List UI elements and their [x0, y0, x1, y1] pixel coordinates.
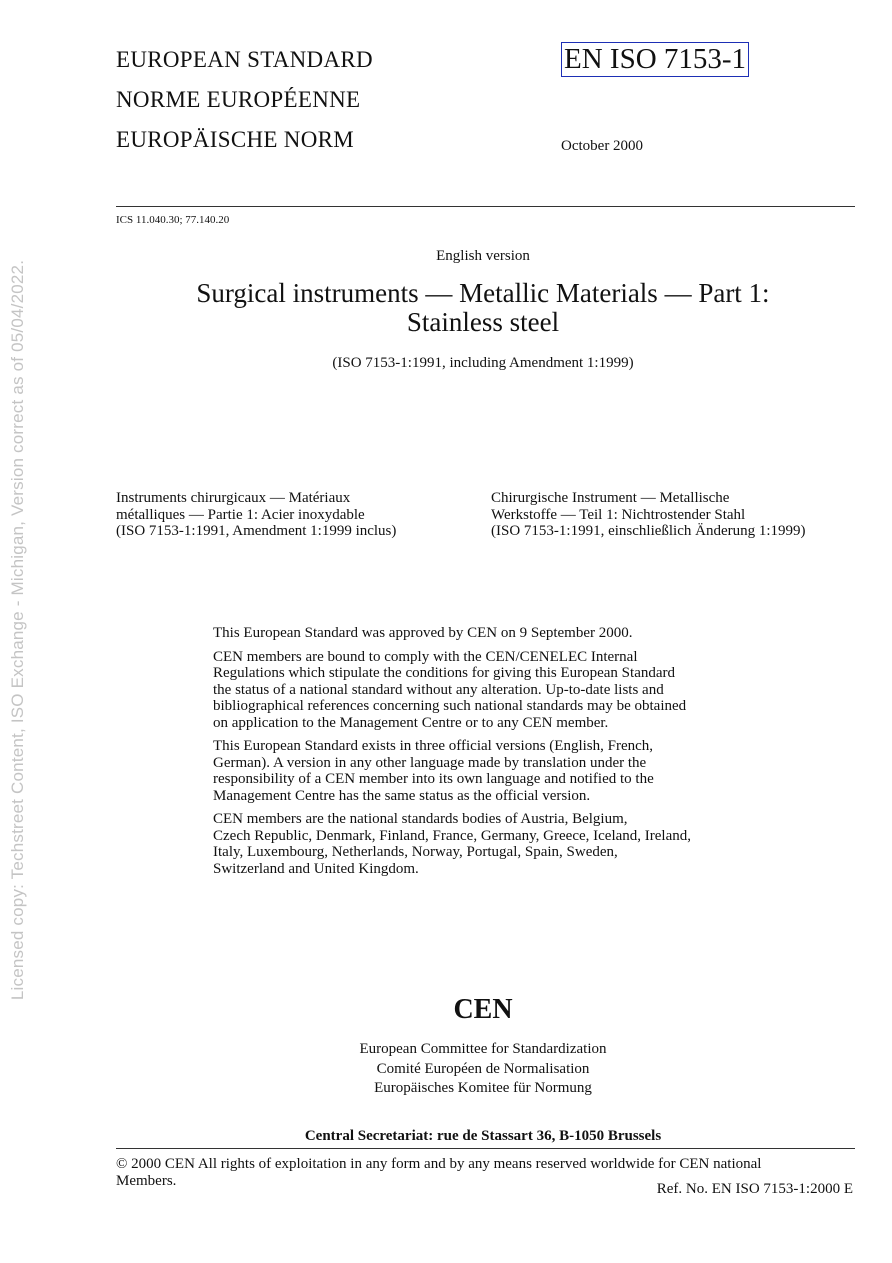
french-title-line: métalliques — Partie 1: Acier inoxydable	[116, 506, 365, 523]
german-title	[491, 490, 806, 540]
title-line: Surgical instruments — Metallic Materials — Part 1:	[196, 278, 770, 308]
text-line: Czech Republic, Denmark, Finland, France, Germany, Greece, Iceland, Ireland,	[213, 827, 691, 844]
text-line: bibliographical references concerning such national standards may be obtained	[213, 698, 687, 714]
cen-organization-names	[0, 1040, 892, 1099]
german-title-line: Werkstoffe — Teil 1: Nichtrostender Stahl	[491, 506, 746, 523]
french-title	[116, 490, 396, 540]
text-line: CEN members are bound to comply with the CEN/CENELEC Internal	[213, 648, 638, 665]
standard-name-french: NORME EUROPÉENNE	[116, 87, 361, 112]
cen-name-english: European Committee for Standardization	[359, 1041, 607, 1057]
copyright-line: © 2000 CEN All rights of exploitation in any form and by any means reserved worldwide for CEN national	[116, 1156, 762, 1172]
text-line: This European Standard was approved by CEN on 9 September 2000.	[213, 625, 633, 641]
text-line: Management Centre has the same status as the official version.	[213, 787, 591, 804]
text-line: CEN members are the national standards bodies of Austria, Belgium,	[213, 811, 628, 827]
publication-date: October 2000	[561, 138, 644, 154]
ics-codes: ICS 11.040.30; 77.140.20	[116, 214, 230, 226]
title-line: Stainless steel	[406, 307, 560, 337]
reference-number: Ref. No. EN ISO 7153-1:2000 E	[656, 1181, 853, 1197]
standard-name-german: EUROPÄISCHE NORM	[116, 127, 355, 152]
approval-text	[213, 618, 773, 884]
german-title-line: Chirurgische Instrument — Metallische	[491, 490, 730, 506]
standard-names	[116, 40, 373, 160]
header-divider	[116, 206, 855, 207]
text-line: Switzerland and United Kingdom.	[213, 860, 419, 877]
cen-logo: CEN	[453, 994, 513, 1025]
text-line: Regulations which stipulate the conditions for giving this European Standard	[213, 665, 676, 681]
text-line: German). A version in any other language made by translation under the	[213, 754, 647, 771]
text-line: responsibility of a CEN member into its own language and notified to the	[213, 771, 654, 787]
copyright-line: Members.	[116, 1172, 177, 1189]
french-title-line: (ISO 7153-1:1991, Amendment 1:1999 inclus)	[116, 523, 397, 539]
text-line: the status of a national standard without any alteration. Up-to-date lists and	[213, 681, 664, 698]
license-watermark: Licensed copy: Techstreet Content, ISO Exchange - Michigan, Version correct as of 05/04/2022.	[8, 259, 27, 1001]
german-title-line: (ISO 7153-1:1991, einschließlich Änderung 1:1999)	[491, 523, 806, 539]
document-title	[0, 279, 892, 337]
cen-name-french: Comité Européen de Normalisation	[376, 1060, 590, 1077]
footer-divider	[116, 1148, 855, 1149]
text-line: on application to the Management Centre or to any CEN member.	[213, 714, 609, 731]
central-secretariat: Central Secretariat: rue de Stassart 36, B-1050 Brussels	[304, 1128, 662, 1144]
french-title-line: Instruments chirurgicaux — Matériaux	[116, 490, 351, 506]
standard-name-english: EUROPEAN STANDARD	[116, 47, 373, 72]
cen-name-german: Europäisches Komitee für Normung	[374, 1080, 592, 1096]
document-subtitle: (ISO 7153-1:1991, including Amendment 1:1999)	[332, 355, 634, 371]
text-line: This European Standard exists in three official versions (English, French,	[213, 738, 654, 754]
version-label: English version	[436, 248, 530, 264]
standard-number: EN ISO 7153-1	[561, 42, 749, 77]
text-line: Italy, Luxembourg, Netherlands, Norway, Portugal, Spain, Sweden,	[213, 844, 618, 860]
